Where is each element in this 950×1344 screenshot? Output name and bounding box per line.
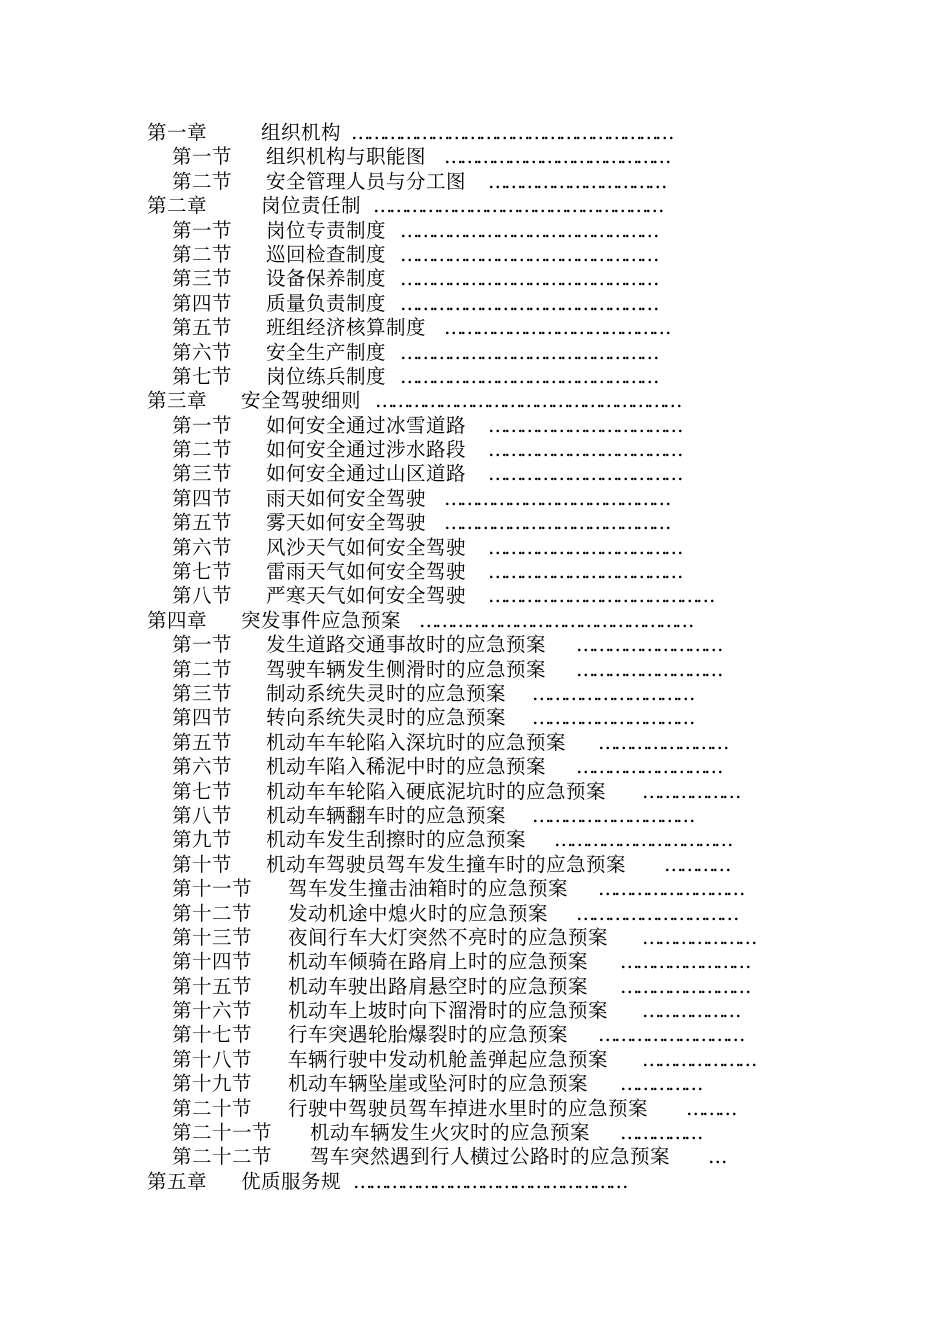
toc-dot-leader: ……………………………… bbox=[488, 535, 680, 559]
toc-section-line bbox=[0, 511, 950, 535]
toc-section-label: 第二十节 bbox=[172, 1096, 253, 1120]
toc-section-line bbox=[0, 1145, 950, 1169]
toc-entry-title: 驾驶车辆发生侧滑时的应急预案 bbox=[266, 657, 547, 681]
toc-entry-title: 夜间行车大灯突然不亮时的应急预案 bbox=[288, 925, 609, 949]
toc-entry-title: 安全生产制度 bbox=[266, 340, 387, 364]
toc-section-label: 第十七节 bbox=[172, 1023, 253, 1047]
toc-entry-title: 如何安全通过涉水路段 bbox=[266, 438, 467, 462]
toc-section-label: 第十四节 bbox=[172, 950, 253, 974]
toc-entry-title: 突发事件应急预案 bbox=[241, 608, 402, 632]
toc-dot-leader: ………………… bbox=[642, 1047, 754, 1071]
toc-chapter-line bbox=[0, 121, 950, 145]
toc-section-line bbox=[0, 731, 950, 755]
toc-dot-leader: ………… bbox=[664, 852, 728, 876]
toc-section-label: 第二十一节 bbox=[172, 1121, 273, 1145]
toc-dot-leader: ……………………… bbox=[598, 1023, 742, 1047]
toc-section-line bbox=[0, 1097, 950, 1121]
toc-dot-leader: ………………………………………… bbox=[400, 340, 656, 364]
toc-dot-leader: …………………………………………… bbox=[353, 1169, 625, 1193]
toc-dot-leader: ………………………… bbox=[532, 706, 692, 730]
toc-section-label: 第七节 bbox=[172, 779, 233, 803]
toc-entry-title: 安全管理人员与分工图 bbox=[266, 169, 467, 193]
toc-chapter-line bbox=[0, 194, 950, 218]
toc-entry-title: 组织机构 bbox=[261, 121, 342, 144]
toc-entry-title: 雾天如何安全驾驶 bbox=[266, 511, 427, 535]
toc-section-label: 第六节 bbox=[172, 535, 233, 559]
toc-dot-leader: ………………………… bbox=[532, 681, 692, 705]
toc-section-line bbox=[0, 267, 950, 291]
toc-dot-leader: ……………………… bbox=[576, 657, 720, 681]
toc-section-line bbox=[0, 926, 950, 950]
toc-section-label: 第四节 bbox=[172, 291, 233, 315]
toc-entry-title: 机动车驶出路肩悬空时的应急预案 bbox=[288, 974, 589, 998]
toc-entry-title: 巡回检查制度 bbox=[266, 242, 387, 266]
toc-dot-leader: ………………………………………………… bbox=[375, 389, 679, 413]
toc-section-label: 第十六节 bbox=[172, 999, 253, 1023]
toc-dot-leader: …………………………………… bbox=[444, 486, 668, 510]
toc-section-line bbox=[0, 219, 950, 243]
toc-dot-leader: ……………… bbox=[642, 999, 738, 1023]
toc-entry-title: 机动车倾骑在路肩上时的应急预案 bbox=[288, 950, 589, 974]
toc-entry-title: 岗位练兵制度 bbox=[266, 364, 387, 388]
toc-dot-leader: ……………………… bbox=[598, 877, 742, 901]
toc-section-line bbox=[0, 902, 950, 926]
toc-section-line bbox=[0, 877, 950, 901]
toc-dot-leader: ………………………… bbox=[532, 803, 692, 827]
toc-section-line bbox=[0, 853, 950, 877]
toc-section-line bbox=[0, 243, 950, 267]
toc-dot-leader: ………………………………………… bbox=[400, 242, 656, 266]
toc-section-line bbox=[0, 438, 950, 462]
toc-entry-title: 机动车辆坠崖或坠河时的应急预案 bbox=[288, 1072, 589, 1096]
toc-entry-title: 如何安全通过冰雪道路 bbox=[266, 413, 467, 437]
toc-entry-title: 设备保养制度 bbox=[266, 267, 387, 291]
toc-section-label: 第五节 bbox=[172, 730, 233, 754]
toc-section-label: 第五节 bbox=[172, 511, 233, 535]
toc-entry-title: 机动车上坡时向下溜滑时的应急预案 bbox=[288, 999, 609, 1023]
toc-dot-leader: ………………………………………… bbox=[400, 291, 656, 315]
toc-entry-title: 制动系统失灵时的应急预案 bbox=[266, 681, 507, 705]
toc-section-label: 第四节 bbox=[172, 486, 233, 510]
toc-dot-leader: …………… bbox=[620, 1072, 700, 1096]
toc-entry-title: 岗位专责制度 bbox=[266, 218, 387, 242]
toc-dot-leader: …………………………………… bbox=[444, 145, 668, 169]
toc-section-line bbox=[0, 828, 950, 852]
toc-section-label: 第九节 bbox=[172, 828, 233, 852]
toc-section-line bbox=[0, 950, 950, 974]
toc-chapter-label: 第二章 bbox=[147, 194, 208, 218]
toc-section-line bbox=[0, 560, 950, 584]
toc-entry-title: 机动车驾驶员驾车发生撞车时的应急预案 bbox=[266, 852, 627, 876]
toc-section-line bbox=[0, 341, 950, 365]
toc-entry-title: 驾车发生撞击油箱时的应急预案 bbox=[288, 877, 569, 901]
toc-entry-title: 行车突遇轮胎爆裂时的应急预案 bbox=[288, 1023, 569, 1047]
toc-entry-title: 机动车辆发生火灾时的应急预案 bbox=[310, 1121, 591, 1145]
toc-section-label: 第二十二节 bbox=[172, 1145, 273, 1169]
toc-section-line bbox=[0, 414, 950, 438]
toc-dot-leader: ……………………………… bbox=[488, 462, 680, 486]
toc-dot-leader: ………………………………………… bbox=[400, 267, 656, 291]
toc-entry-title: 班组经济核算制度 bbox=[266, 316, 427, 340]
toc-entry-title: 机动车辆翻车时的应急预案 bbox=[266, 803, 507, 827]
toc-dot-leader: …………………………………………………… bbox=[351, 121, 671, 144]
toc-dot-leader: ……………………………………………… bbox=[373, 194, 661, 218]
toc-dot-leader: …………………………………………… bbox=[419, 608, 691, 632]
toc-entry-title: 岗位责任制 bbox=[261, 194, 362, 218]
toc-entry-title: 驾车突然遇到行人横过公路时的应急预案 bbox=[310, 1145, 671, 1169]
toc-entry-title: 车辆行驶中发动机舱盖弹起应急预案 bbox=[288, 1047, 609, 1071]
toc-dot-leader: ……………………………… bbox=[488, 560, 680, 584]
toc-entry-title: 机动车车轮陷入深坑时的应急预案 bbox=[266, 730, 567, 754]
toc-section-line bbox=[0, 658, 950, 682]
toc-entry-title: 优质服务规 bbox=[241, 1169, 342, 1193]
toc-entry-title: 雷雨天气如何安全驾驶 bbox=[266, 560, 467, 584]
toc-dot-leader: …………… bbox=[620, 1121, 700, 1145]
toc-section-label: 第十二节 bbox=[172, 901, 253, 925]
toc-section-line bbox=[0, 584, 950, 608]
toc-entry-title: 风沙天气如何安全驾驶 bbox=[266, 535, 467, 559]
toc-dot-leader: …………………………………… bbox=[488, 584, 712, 608]
toc-section-line bbox=[0, 1072, 950, 1096]
toc-dot-leader: … bbox=[708, 1145, 724, 1169]
toc-section-label: 第七节 bbox=[172, 364, 233, 388]
toc-section-label: 第二节 bbox=[172, 438, 233, 462]
toc-section-label: 第一节 bbox=[172, 218, 233, 242]
toc-dot-leader: ……………………… bbox=[576, 755, 720, 779]
toc-section-line bbox=[0, 755, 950, 779]
toc-entry-title: 行驶中驾驶员驾车掉进水里时的应急预案 bbox=[288, 1096, 649, 1120]
toc-section-label: 第十九节 bbox=[172, 1072, 253, 1096]
toc-entry-title: 发动机途中熄火时的应急预案 bbox=[288, 901, 549, 925]
toc-dot-leader: ……………………………… bbox=[488, 413, 680, 437]
toc-section-label: 第十五节 bbox=[172, 974, 253, 998]
toc-chapter-line bbox=[0, 609, 950, 633]
toc-entry-title: 组织机构与职能图 bbox=[266, 145, 427, 169]
toc-section-line bbox=[0, 975, 950, 999]
toc-dot-leader: ……………… bbox=[642, 779, 738, 803]
toc-dot-leader: …………………… bbox=[620, 974, 748, 998]
toc-dot-leader: …………………………… bbox=[488, 169, 664, 193]
toc-section-line bbox=[0, 633, 950, 657]
toc-section-label: 第一节 bbox=[172, 413, 233, 437]
toc-section-label: 第一节 bbox=[172, 145, 233, 169]
toc-chapter-line bbox=[0, 389, 950, 413]
toc-section-line bbox=[0, 170, 950, 194]
toc-entry-title: 安全驾驶细则 bbox=[241, 389, 362, 413]
toc-dot-leader: …………………………………… bbox=[444, 316, 668, 340]
toc-section-label: 第三节 bbox=[172, 267, 233, 291]
toc-dot-leader: …………………………… bbox=[554, 828, 730, 852]
toc-dot-leader: ………………… bbox=[642, 925, 754, 949]
toc-section-line bbox=[0, 487, 950, 511]
toc-section-line bbox=[0, 536, 950, 560]
toc-section-line bbox=[0, 1121, 950, 1145]
toc-section-label: 第三节 bbox=[172, 462, 233, 486]
toc-dot-leader: …………………… bbox=[598, 730, 726, 754]
toc-section-label: 第十三节 bbox=[172, 925, 253, 949]
table-of-contents bbox=[0, 121, 950, 1194]
toc-entry-title: 质量负责制度 bbox=[266, 291, 387, 315]
toc-entry-title: 严寒天气如何安全驾驶 bbox=[266, 584, 467, 608]
toc-chapter-label: 第五章 bbox=[147, 1169, 208, 1193]
toc-section-label: 第十八节 bbox=[172, 1047, 253, 1071]
toc-section-label: 第七节 bbox=[172, 560, 233, 584]
toc-entry-title: 机动车车轮陷入硬底泥坑时的应急预案 bbox=[266, 779, 607, 803]
toc-section-label: 第十一节 bbox=[172, 877, 253, 901]
toc-section-line bbox=[0, 804, 950, 828]
toc-section-label: 第二节 bbox=[172, 242, 233, 266]
toc-section-label: 第四节 bbox=[172, 706, 233, 730]
toc-section-label: 第十节 bbox=[172, 852, 233, 876]
toc-entry-title: 如何安全通过山区道路 bbox=[266, 462, 467, 486]
toc-section-label: 第二节 bbox=[172, 169, 233, 193]
toc-dot-leader: ………………………… bbox=[576, 901, 736, 925]
toc-section-label: 第二节 bbox=[172, 657, 233, 681]
toc-section-label: 第一节 bbox=[172, 633, 233, 657]
toc-section-line bbox=[0, 706, 950, 730]
toc-section-line bbox=[0, 145, 950, 169]
toc-section-line bbox=[0, 682, 950, 706]
toc-entry-title: 机动车陷入稀泥中时的应急预案 bbox=[266, 755, 547, 779]
toc-dot-leader: ……… bbox=[686, 1096, 734, 1120]
toc-section-line bbox=[0, 365, 950, 389]
toc-entry-title: 雨天如何安全驾驶 bbox=[266, 486, 427, 510]
toc-section-label: 第六节 bbox=[172, 340, 233, 364]
toc-chapter-line bbox=[0, 1170, 950, 1194]
toc-chapter-label: 第三章 bbox=[147, 389, 208, 413]
toc-entry-title: 发生道路交通事故时的应急预案 bbox=[266, 633, 547, 657]
toc-dot-leader: ……………………… bbox=[576, 633, 720, 657]
toc-dot-leader: …………………………………… bbox=[444, 511, 668, 535]
toc-section-label: 第八节 bbox=[172, 803, 233, 827]
toc-entry-title: 转向系统失灵时的应急预案 bbox=[266, 706, 507, 730]
toc-section-line bbox=[0, 462, 950, 486]
toc-section-line bbox=[0, 1023, 950, 1047]
toc-dot-leader: ………………………………………… bbox=[400, 364, 656, 388]
toc-section-label: 第三节 bbox=[172, 681, 233, 705]
toc-dot-leader: ………………………………………… bbox=[400, 218, 656, 242]
toc-section-label: 第八节 bbox=[172, 584, 233, 608]
toc-section-line bbox=[0, 780, 950, 804]
toc-chapter-label: 第四章 bbox=[147, 608, 208, 632]
toc-dot-leader: ……………………………… bbox=[488, 438, 680, 462]
toc-section-line bbox=[0, 1048, 950, 1072]
toc-chapter-label: 第一章 bbox=[147, 121, 208, 144]
toc-section-label: 第五节 bbox=[172, 316, 233, 340]
toc-section-line bbox=[0, 292, 950, 316]
toc-dot-leader: …………………… bbox=[620, 950, 748, 974]
toc-section-line bbox=[0, 999, 950, 1023]
toc-section-label: 第六节 bbox=[172, 755, 233, 779]
toc-section-line bbox=[0, 316, 950, 340]
toc-entry-title: 机动车发生刮擦时的应急预案 bbox=[266, 828, 527, 852]
